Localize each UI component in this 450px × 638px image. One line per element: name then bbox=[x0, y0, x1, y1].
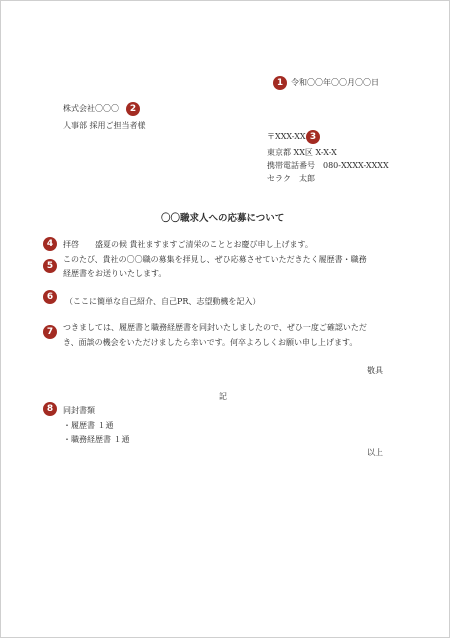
closing-line-2: き、面談の機会をいただけましたら幸いです。何卒よろしくお願い申し上げます。 bbox=[63, 338, 358, 347]
letter-date: 令和〇〇年〇〇月〇〇日 bbox=[291, 78, 379, 87]
closing-keigu: 敬具 bbox=[367, 366, 383, 375]
marker-7: 7 bbox=[43, 325, 57, 339]
enclosure-heading: 同封書類 bbox=[63, 406, 95, 415]
marker-1: 1 bbox=[273, 76, 287, 90]
recipient-company: 株式会社〇〇〇 bbox=[63, 104, 119, 113]
letter-subject: 〇〇職求人への応募について bbox=[161, 213, 285, 224]
ki-mark: 記 bbox=[219, 392, 227, 401]
intro-line-1: このたび、貴社の〇〇職の募集を拝見し、ぜひ応募させていただきたく履歴書・職務 bbox=[63, 255, 367, 264]
enclosure-item: ・履歴書 １通 bbox=[63, 421, 114, 430]
recipient-department: 人事部 採用ご担当者様 bbox=[63, 121, 146, 130]
intro-line-2: 経歴書をお送りいたします。 bbox=[63, 269, 167, 278]
marker-2: 2 bbox=[126, 102, 140, 116]
closing-line-1: つきましては、履歴書と職務経歴書を同封いたしましたので、ぜひ一度ご確認いただ bbox=[63, 323, 367, 332]
marker-5: 5 bbox=[43, 259, 57, 273]
self-pr-placeholder: （ここに簡単な自己紹介、自己PR、志望動機を記入） bbox=[65, 297, 261, 306]
marker-3: 3 bbox=[306, 130, 320, 144]
enclosure-item: ・職務経歴書 １通 bbox=[63, 435, 130, 444]
enclosure-ijou: 以上 bbox=[367, 448, 383, 457]
marker-4: 4 bbox=[43, 237, 57, 251]
marker-8: 8 bbox=[43, 402, 57, 416]
sender-address: 東京都 XX区 X-X-X bbox=[267, 148, 337, 157]
sender-phone: 携帯電話番号 080-XXXX-XXXX bbox=[267, 161, 389, 170]
marker-6: 6 bbox=[43, 290, 57, 304]
sender-postal: 〒XXX-XX bbox=[267, 132, 306, 141]
greeting-line: 拝啓 盛夏の候 貴社ますますご清栄のこととお慶び申し上げます。 bbox=[63, 240, 313, 249]
sender-name: セラク 太郎 bbox=[267, 174, 315, 183]
